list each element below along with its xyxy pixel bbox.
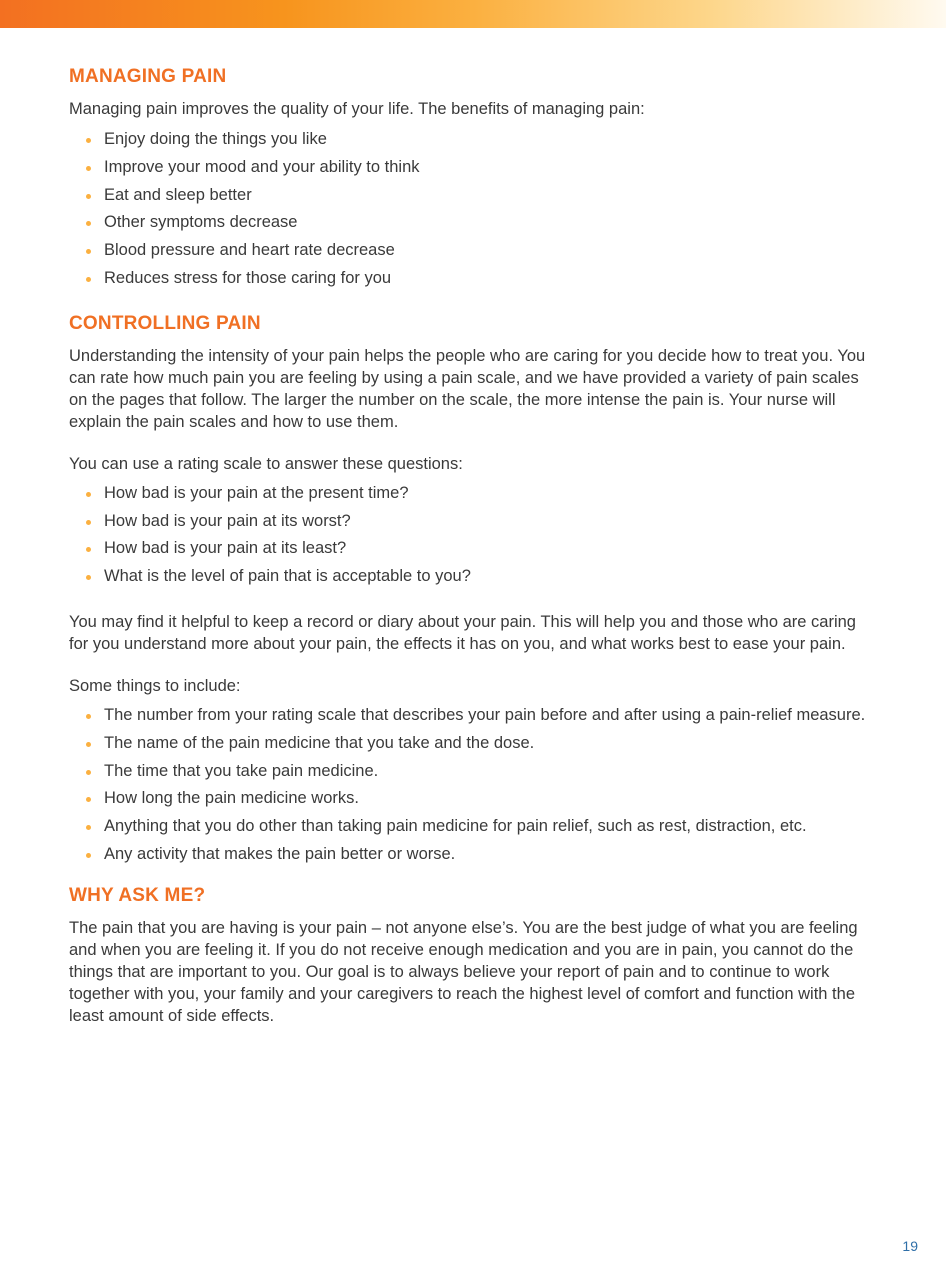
list-item: How long the pain medicine works. bbox=[86, 785, 879, 813]
list-item: The time that you take pain medicine. bbox=[86, 758, 879, 786]
list-item: How bad is your pain at its least? bbox=[86, 535, 879, 563]
controlling-pain-paragraph-3: You may find it helpful to keep a record or diary about your pain. This will help you and those who are caring for you understand more about your pain, the effects it has on you, and what works best to ease your pain. bbox=[69, 612, 856, 653]
list-item: Anything that you do other than taking pain medicine for pain relief, such as rest, distraction, etc. bbox=[86, 813, 879, 841]
controlling-pain-paragraph-2: You can use a rating scale to answer these questions: bbox=[69, 454, 463, 473]
bullet-icon bbox=[86, 575, 91, 580]
include-list bbox=[69, 702, 879, 869]
bullet-icon bbox=[86, 166, 91, 171]
bullet-icon bbox=[86, 853, 91, 858]
list-item: How bad is your pain at its worst? bbox=[86, 508, 879, 536]
list-item: Reduces stress for those caring for you bbox=[86, 265, 879, 293]
bullet-icon bbox=[86, 770, 91, 775]
list-item: Blood pressure and heart rate decrease bbox=[86, 237, 879, 265]
page-content bbox=[69, 64, 879, 1027]
bullet-icon bbox=[86, 492, 91, 497]
list-item: Eat and sleep better bbox=[86, 182, 879, 210]
list-item: Other symptoms decrease bbox=[86, 209, 879, 237]
bullet-icon bbox=[86, 547, 91, 552]
list-item: Improve your mood and your ability to think bbox=[86, 154, 879, 182]
section-title-controlling-pain: CONTROLLING PAIN bbox=[69, 312, 261, 334]
page-number: 19 bbox=[902, 1238, 918, 1254]
controlling-pain-paragraph-1: Understanding the intensity of your pain helps the people who are caring for you decide how to treat you. You can rate how much pain you are feeling by using a pain scale, and we have provided a variety of pain scales on the pages that follow. The larger the number on the scale, the more intense the pain is. Your nurse will explain the pain scales and how to use them. bbox=[69, 346, 866, 431]
bullet-icon bbox=[86, 249, 91, 254]
list-item: Any activity that makes the pain better or worse. bbox=[86, 841, 879, 869]
benefits-list bbox=[69, 126, 879, 293]
section-title-managing-pain: MANAGING PAIN bbox=[69, 66, 227, 87]
list-item: The name of the pain medicine that you take and the dose. bbox=[86, 730, 879, 758]
bullet-icon bbox=[86, 742, 91, 747]
bullet-icon bbox=[86, 520, 91, 525]
header-gradient-bar bbox=[0, 0, 946, 28]
why-ask-me-paragraph: The pain that you are having is your pain – not anyone else’s. You are the best judge of what you are feeling and when you are feeling it. If you do not receive enough medication and you are in pain, you cannot do the things that are important to you. Our goal is to always believe your report of pain and to continue to work together with you, your family and your caregivers to reach the highest level of comfort and function with the least amount of side effects. bbox=[69, 918, 858, 1025]
questions-list bbox=[69, 480, 879, 591]
bullet-icon bbox=[86, 714, 91, 719]
list-item: Enjoy doing the things you like bbox=[86, 126, 879, 154]
controlling-pain-paragraph-4: Some things to include: bbox=[69, 676, 241, 695]
managing-pain-intro: Managing pain improves the quality of your life. The benefits of managing pain: bbox=[69, 100, 645, 118]
list-item: The number from your rating scale that describes your pain before and after using a pain-relief measure. bbox=[86, 702, 879, 730]
bullet-icon bbox=[86, 277, 91, 282]
list-item: How bad is your pain at the present time? bbox=[86, 480, 879, 508]
list-item: What is the level of pain that is acceptable to you? bbox=[86, 563, 879, 591]
bullet-icon bbox=[86, 797, 91, 802]
section-title-why-ask-me: WHY ASK ME? bbox=[69, 884, 206, 906]
bullet-icon bbox=[86, 194, 91, 199]
bullet-icon bbox=[86, 825, 91, 830]
bullet-icon bbox=[86, 221, 91, 226]
bullet-icon bbox=[86, 138, 91, 143]
